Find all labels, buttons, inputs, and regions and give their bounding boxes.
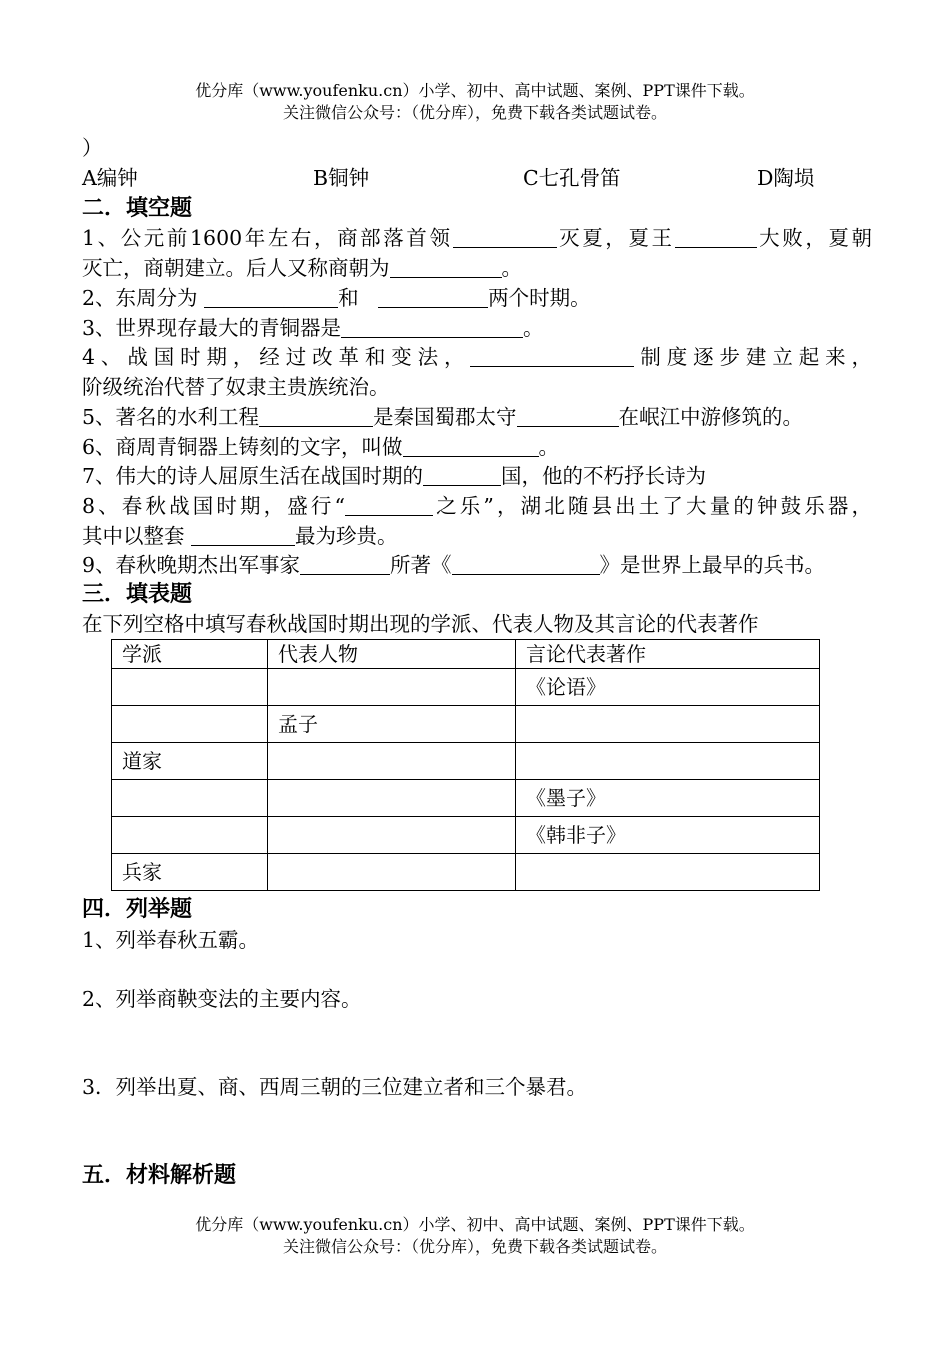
table-cell[interactable] (516, 854, 820, 891)
answer-blank[interactable] (300, 554, 390, 575)
answer-blank[interactable] (259, 406, 373, 427)
question-3: 3、世界现存最大的青铜器是 。 (82, 316, 544, 340)
list-question-3: 3．列举出夏、商、西周三朝的三位建立者和三个暴君。 (82, 1075, 588, 1099)
list-question-1: 1、列举春秋五霸。 (82, 928, 260, 952)
question-4-line-2: 阶级统治代替了奴隶主贵族统治。 (82, 375, 390, 399)
table-header-row (112, 640, 820, 669)
answer-blank[interactable] (378, 287, 488, 308)
answer-blank[interactable] (423, 465, 501, 486)
header-line-2: 关注微信公众号：（优分库），免费下载各类试题试卷。 (282, 103, 667, 122)
answer-blank[interactable] (345, 495, 433, 516)
schools-table (111, 639, 820, 891)
table-row (112, 780, 820, 817)
header-line-1: 优分库（www.youfenku.cn）小学、初中、高中试题、案例、PPT课件下载。 (195, 81, 755, 100)
answer-blank[interactable] (204, 287, 338, 308)
table-row (112, 854, 820, 891)
option-d: D陶埙 (757, 166, 815, 190)
table-cell[interactable] (268, 669, 516, 706)
section-2-title: 二．填空题 (82, 196, 193, 221)
table-cell[interactable] (112, 669, 268, 706)
table-header-cell: 言论代表著作 (516, 640, 820, 669)
table-cell[interactable] (268, 854, 516, 891)
question-4-line-1: 4、战国时期，经过改革和变法， 制度逐步建立起来， (82, 345, 872, 369)
question-8-line-2: 其中以整套 最为珍贵。 (82, 524, 398, 548)
answer-blank[interactable] (341, 317, 523, 338)
option-b: B铜钟 (313, 166, 370, 190)
answer-blank[interactable] (452, 554, 600, 575)
table-cell[interactable] (516, 706, 820, 743)
option-a: A编钟 (82, 166, 138, 190)
answer-blank[interactable] (470, 346, 634, 367)
table-cell: 道家 (112, 743, 268, 780)
close-paren: ） (82, 136, 103, 160)
footer-line-2: 关注微信公众号：（优分库），免费下载各类试题试卷。 (282, 1237, 667, 1256)
section-5-title: 五．材料解析题 (82, 1163, 237, 1188)
section-4-title: 四．列举题 (82, 897, 193, 922)
answer-blank[interactable] (191, 525, 295, 546)
table-cell[interactable] (112, 780, 268, 817)
question-6: 6、商周青铜器上铸刻的文字，叫做 。 (82, 435, 560, 459)
table-cell: 孟子 (268, 706, 516, 743)
question-2: 2、东周分为 和 两个时期。 (82, 286, 591, 310)
option-c: C七孔骨笛 (523, 166, 621, 190)
table-row (112, 817, 820, 854)
answer-blank[interactable] (517, 406, 619, 427)
answer-blank[interactable] (675, 227, 757, 248)
answer-blank[interactable] (403, 436, 539, 457)
answer-blank[interactable] (453, 227, 557, 248)
table-row (112, 706, 820, 743)
answer-blank[interactable] (390, 257, 502, 278)
table-cell[interactable] (268, 743, 516, 780)
table-row (112, 743, 820, 780)
question-5: 5、著名的水利工程 是秦国蜀郡太守 在岷江中游修筑的。 (82, 405, 804, 429)
table-instruction: 在下列空格中填写春秋战国时期出现的学派、代表人物及其言论的代表著作 (82, 612, 759, 636)
table-cell[interactable] (516, 743, 820, 780)
table-cell: 《韩非子》 (516, 817, 820, 854)
table-cell: 兵家 (112, 854, 268, 891)
table-header-cell: 代表人物 (268, 640, 516, 669)
table-row (112, 669, 820, 706)
section-3-title: 三．填表题 (82, 582, 193, 607)
question-1-line-2: 灭亡，商朝建立。后人又称商朝为 。 (82, 256, 522, 280)
table-cell: 《论语》 (516, 669, 820, 706)
footer-line-1: 优分库（www.youfenku.cn）小学、初中、高中试题、案例、PPT课件下载。 (195, 1215, 755, 1234)
question-1-line-1: 1、公元前1600年左右，商部落首领 灭夏，夏王 大败，夏朝 (82, 226, 873, 250)
table-cell[interactable] (268, 780, 516, 817)
question-9: 9、春秋晚期杰出军事家 所著《 》是世界上最早的兵书。 (82, 553, 826, 577)
question-8-line-1: 8、春秋战国时期，盛行“ 之乐”，湖北随县出土了大量的钟鼓乐器， (82, 494, 872, 518)
table-header-cell: 学派 (112, 640, 268, 669)
table-cell[interactable] (112, 817, 268, 854)
question-7: 7、伟大的诗人屈原生活在战国时期的 国，他的不朽抒长诗为 (82, 464, 707, 488)
table-cell[interactable] (112, 706, 268, 743)
table-cell: 《墨子》 (516, 780, 820, 817)
list-question-2: 2、列举商鞅变法的主要内容。 (82, 987, 362, 1011)
table-cell[interactable] (268, 817, 516, 854)
